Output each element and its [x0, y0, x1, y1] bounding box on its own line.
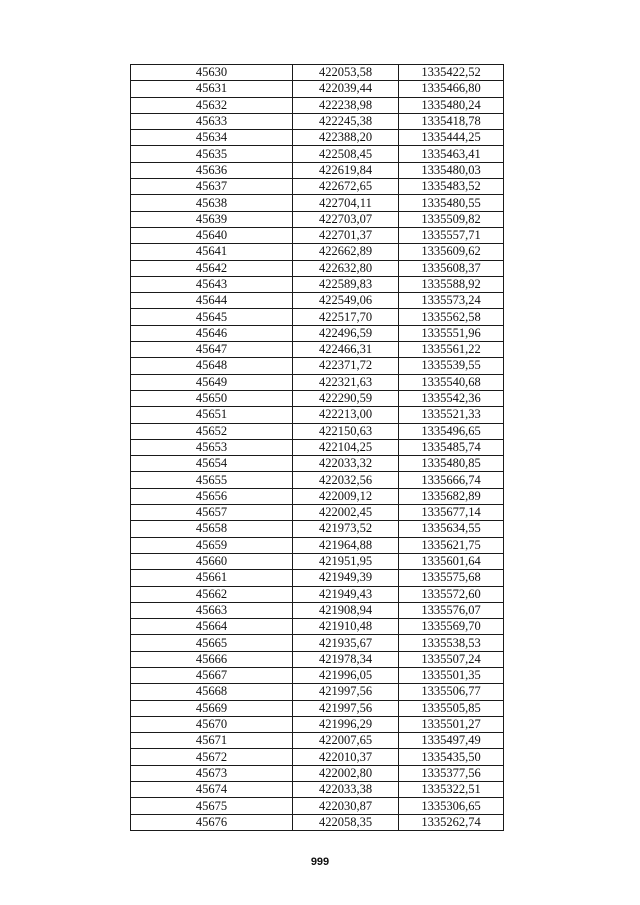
table-row — [131, 130, 504, 146]
x-coordinate-cell: 422371,72 — [293, 358, 399, 374]
y-coordinate-cell: 1335435,50 — [399, 749, 504, 765]
table-row — [131, 602, 504, 618]
y-coordinate-cell: 1335588,92 — [399, 276, 504, 292]
y-coordinate-cell: 1335480,03 — [399, 162, 504, 178]
y-coordinate-cell: 1335569,70 — [399, 619, 504, 635]
point-number-cell: 45675 — [131, 798, 293, 814]
point-number-cell: 45667 — [131, 667, 293, 683]
y-coordinate-cell: 1335501,35 — [399, 667, 504, 683]
y-coordinate-cell: 1335262,74 — [399, 814, 504, 830]
x-coordinate-cell: 422010,37 — [293, 749, 399, 765]
table-row — [131, 635, 504, 651]
point-number-cell: 45635 — [131, 146, 293, 162]
y-coordinate-cell: 1335677,14 — [399, 505, 504, 521]
y-coordinate-cell: 1335521,33 — [399, 407, 504, 423]
table-row — [131, 227, 504, 243]
point-number-cell: 45671 — [131, 733, 293, 749]
point-number-cell: 45660 — [131, 553, 293, 569]
y-coordinate-cell: 1335507,24 — [399, 651, 504, 667]
y-coordinate-cell: 1335538,53 — [399, 635, 504, 651]
y-coordinate-cell: 1335634,55 — [399, 521, 504, 537]
point-number-cell: 45653 — [131, 439, 293, 455]
x-coordinate-cell: 422150,63 — [293, 423, 399, 439]
y-coordinate-cell: 1335466,80 — [399, 81, 504, 97]
x-coordinate-cell: 421996,05 — [293, 667, 399, 683]
page-number: 999 — [310, 856, 330, 868]
y-coordinate-cell: 1335306,65 — [399, 798, 504, 814]
x-coordinate-cell: 422589,83 — [293, 276, 399, 292]
point-number-cell: 45661 — [131, 570, 293, 586]
table-row — [131, 260, 504, 276]
y-coordinate-cell: 1335322,51 — [399, 782, 504, 798]
table-row — [131, 733, 504, 749]
point-number-cell: 45654 — [131, 456, 293, 472]
y-coordinate-cell: 1335444,25 — [399, 130, 504, 146]
x-coordinate-cell: 422632,80 — [293, 260, 399, 276]
table-row — [131, 765, 504, 781]
point-number-cell: 45647 — [131, 342, 293, 358]
point-number-cell: 45636 — [131, 162, 293, 178]
point-number-cell: 45656 — [131, 488, 293, 504]
point-number-cell: 45672 — [131, 749, 293, 765]
point-number-cell: 45663 — [131, 602, 293, 618]
x-coordinate-cell: 421964,88 — [293, 537, 399, 553]
x-coordinate-cell: 422290,59 — [293, 390, 399, 406]
table-row — [131, 570, 504, 586]
point-number-cell: 45637 — [131, 179, 293, 195]
table-row — [131, 651, 504, 667]
y-coordinate-cell: 1335463,41 — [399, 146, 504, 162]
point-number-cell: 45659 — [131, 537, 293, 553]
y-coordinate-cell: 1335509,82 — [399, 211, 504, 227]
x-coordinate-cell: 422030,87 — [293, 798, 399, 814]
table-row — [131, 407, 504, 423]
x-coordinate-cell: 422703,07 — [293, 211, 399, 227]
point-number-cell: 45646 — [131, 325, 293, 341]
table-row — [131, 374, 504, 390]
y-coordinate-cell: 1335572,60 — [399, 586, 504, 602]
y-coordinate-cell: 1335422,52 — [399, 65, 504, 81]
table-row — [131, 521, 504, 537]
point-number-cell: 45670 — [131, 716, 293, 732]
y-coordinate-cell: 1335506,77 — [399, 684, 504, 700]
x-coordinate-cell: 422388,20 — [293, 130, 399, 146]
y-coordinate-cell: 1335666,74 — [399, 472, 504, 488]
point-number-cell: 45649 — [131, 374, 293, 390]
x-coordinate-cell: 422496,59 — [293, 325, 399, 341]
coordinates-table — [130, 64, 504, 831]
y-coordinate-cell: 1335540,68 — [399, 374, 504, 390]
point-number-cell: 45655 — [131, 472, 293, 488]
point-number-cell: 45634 — [131, 130, 293, 146]
table-row — [131, 472, 504, 488]
y-coordinate-cell: 1335608,37 — [399, 260, 504, 276]
table-row — [131, 276, 504, 292]
x-coordinate-cell: 421951,95 — [293, 553, 399, 569]
x-coordinate-cell: 422007,65 — [293, 733, 399, 749]
table-row — [131, 488, 504, 504]
point-number-cell: 45641 — [131, 244, 293, 260]
point-number-cell: 45666 — [131, 651, 293, 667]
table-row — [131, 211, 504, 227]
point-number-cell: 45650 — [131, 390, 293, 406]
table-row — [131, 293, 504, 309]
table-row — [131, 537, 504, 553]
point-number-cell: 45658 — [131, 521, 293, 537]
point-number-cell: 45648 — [131, 358, 293, 374]
y-coordinate-cell: 1335496,65 — [399, 423, 504, 439]
x-coordinate-cell: 422104,25 — [293, 439, 399, 455]
y-coordinate-cell: 1335480,55 — [399, 195, 504, 211]
point-number-cell: 45652 — [131, 423, 293, 439]
y-coordinate-cell: 1335501,27 — [399, 716, 504, 732]
x-coordinate-cell: 421997,56 — [293, 700, 399, 716]
x-coordinate-cell: 422032,56 — [293, 472, 399, 488]
y-coordinate-cell: 1335497,49 — [399, 733, 504, 749]
y-coordinate-cell: 1335551,96 — [399, 325, 504, 341]
x-coordinate-cell: 421978,34 — [293, 651, 399, 667]
x-coordinate-cell: 422517,70 — [293, 309, 399, 325]
point-number-cell: 45673 — [131, 765, 293, 781]
y-coordinate-cell: 1335561,22 — [399, 342, 504, 358]
table-row — [131, 113, 504, 129]
y-coordinate-cell: 1335601,64 — [399, 553, 504, 569]
point-number-cell: 45644 — [131, 293, 293, 309]
y-coordinate-cell: 1335483,52 — [399, 179, 504, 195]
point-number-cell: 45669 — [131, 700, 293, 716]
point-number-cell: 45643 — [131, 276, 293, 292]
y-coordinate-cell: 1335505,85 — [399, 700, 504, 716]
x-coordinate-cell: 421997,56 — [293, 684, 399, 700]
x-coordinate-cell: 422466,31 — [293, 342, 399, 358]
y-coordinate-cell: 1335485,74 — [399, 439, 504, 455]
point-number-cell: 45640 — [131, 227, 293, 243]
x-coordinate-cell: 422662,89 — [293, 244, 399, 260]
x-coordinate-cell: 422039,44 — [293, 81, 399, 97]
y-coordinate-cell: 1335480,24 — [399, 97, 504, 113]
point-number-cell: 45662 — [131, 586, 293, 602]
table-row — [131, 65, 504, 81]
y-coordinate-cell: 1335539,55 — [399, 358, 504, 374]
y-coordinate-cell: 1335557,71 — [399, 227, 504, 243]
table-row — [131, 586, 504, 602]
y-coordinate-cell: 1335576,07 — [399, 602, 504, 618]
x-coordinate-cell: 422002,80 — [293, 765, 399, 781]
point-number-cell: 45642 — [131, 260, 293, 276]
point-number-cell: 45630 — [131, 65, 293, 81]
y-coordinate-cell: 1335575,68 — [399, 570, 504, 586]
table-row — [131, 309, 504, 325]
x-coordinate-cell: 422058,35 — [293, 814, 399, 830]
x-coordinate-cell: 422033,32 — [293, 456, 399, 472]
table-row — [131, 97, 504, 113]
table-row — [131, 358, 504, 374]
x-coordinate-cell: 422053,58 — [293, 65, 399, 81]
point-number-cell: 45632 — [131, 97, 293, 113]
point-number-cell: 45668 — [131, 684, 293, 700]
table-row — [131, 505, 504, 521]
x-coordinate-cell: 421996,29 — [293, 716, 399, 732]
point-number-cell: 45639 — [131, 211, 293, 227]
y-coordinate-cell: 1335682,89 — [399, 488, 504, 504]
table-row — [131, 814, 504, 830]
table-row — [131, 325, 504, 341]
point-number-cell: 45665 — [131, 635, 293, 651]
table-row — [131, 667, 504, 683]
point-number-cell: 45631 — [131, 81, 293, 97]
point-number-cell: 45674 — [131, 782, 293, 798]
x-coordinate-cell: 422002,45 — [293, 505, 399, 521]
table-row — [131, 146, 504, 162]
table-row — [131, 782, 504, 798]
x-coordinate-cell: 422701,37 — [293, 227, 399, 243]
table-row — [131, 244, 504, 260]
x-coordinate-cell: 421910,48 — [293, 619, 399, 635]
x-coordinate-cell: 422508,45 — [293, 146, 399, 162]
x-coordinate-cell: 422245,38 — [293, 113, 399, 129]
table-row — [131, 81, 504, 97]
y-coordinate-cell: 1335480,85 — [399, 456, 504, 472]
y-coordinate-cell: 1335542,36 — [399, 390, 504, 406]
point-number-cell: 45664 — [131, 619, 293, 635]
x-coordinate-cell: 422213,00 — [293, 407, 399, 423]
table-row — [131, 684, 504, 700]
x-coordinate-cell: 422704,11 — [293, 195, 399, 211]
x-coordinate-cell: 422619,84 — [293, 162, 399, 178]
x-coordinate-cell: 421949,43 — [293, 586, 399, 602]
table-row — [131, 179, 504, 195]
point-number-cell: 45638 — [131, 195, 293, 211]
y-coordinate-cell: 1335609,62 — [399, 244, 504, 260]
x-coordinate-cell: 421973,52 — [293, 521, 399, 537]
point-number-cell: 45651 — [131, 407, 293, 423]
table-row — [131, 456, 504, 472]
point-number-cell: 45645 — [131, 309, 293, 325]
point-number-cell: 45633 — [131, 113, 293, 129]
table-row — [131, 423, 504, 439]
x-coordinate-cell: 422009,12 — [293, 488, 399, 504]
table-row — [131, 798, 504, 814]
table-row — [131, 162, 504, 178]
table-row — [131, 716, 504, 732]
table-row — [131, 619, 504, 635]
x-coordinate-cell: 422549,06 — [293, 293, 399, 309]
table-row — [131, 439, 504, 455]
table-row — [131, 553, 504, 569]
x-coordinate-cell: 422238,98 — [293, 97, 399, 113]
x-coordinate-cell: 422321,63 — [293, 374, 399, 390]
y-coordinate-cell: 1335621,75 — [399, 537, 504, 553]
x-coordinate-cell: 421949,39 — [293, 570, 399, 586]
coordinates-table-body — [131, 65, 504, 831]
table-row — [131, 749, 504, 765]
y-coordinate-cell: 1335562,58 — [399, 309, 504, 325]
table-row — [131, 700, 504, 716]
table-row — [131, 195, 504, 211]
y-coordinate-cell: 1335418,78 — [399, 113, 504, 129]
point-number-cell: 45676 — [131, 814, 293, 830]
point-number-cell: 45657 — [131, 505, 293, 521]
x-coordinate-cell: 421935,67 — [293, 635, 399, 651]
x-coordinate-cell: 422033,38 — [293, 782, 399, 798]
table-row — [131, 342, 504, 358]
x-coordinate-cell: 421908,94 — [293, 602, 399, 618]
table-row — [131, 390, 504, 406]
y-coordinate-cell: 1335573,24 — [399, 293, 504, 309]
y-coordinate-cell: 1335377,56 — [399, 765, 504, 781]
x-coordinate-cell: 422672,65 — [293, 179, 399, 195]
